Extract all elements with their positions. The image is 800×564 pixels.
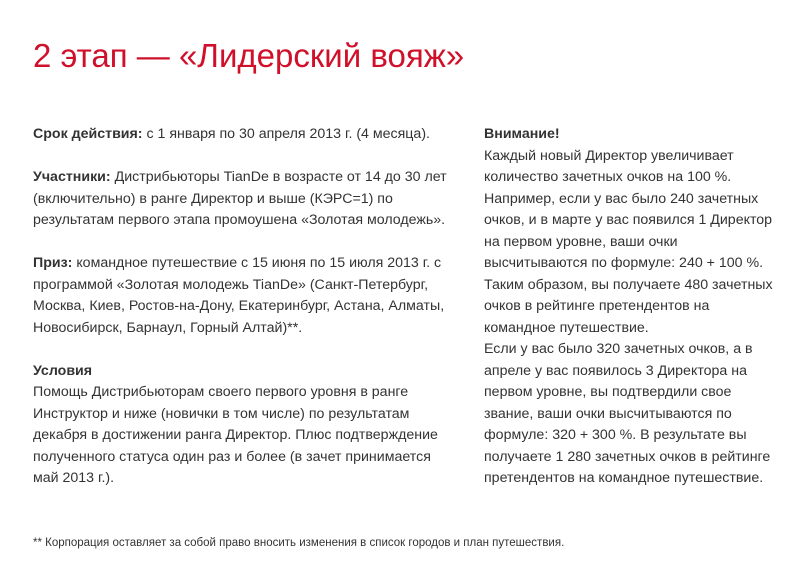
prize-text: командное путешествие с 15 июня по 15 июля 2013 г. с программой «Золотая молодежь TianDe» (Санкт-Петербург, Москва, Киев, Ростов-на-Дону, Екатеринбург, Астана, Алматы, Новосибирск, Барнаул, Горный Алтай)**. <box>33 255 445 336</box>
prize-block <box>33 253 453 339</box>
right-column <box>484 124 774 490</box>
attention-paragraph-1: Каждый новый Директор увеличивает количество зачетных очков на 100 %. <box>484 147 734 185</box>
period-block <box>33 124 453 146</box>
participants-block <box>33 167 453 232</box>
period-text: с 1 января по 30 апреля 2013 г. (4 месяца). <box>142 126 430 142</box>
page-title: 2 этап — «Лидерский вояж» <box>33 37 465 74</box>
period-label: Срок действия: <box>33 126 143 142</box>
conditions-text: Помощь Дистрибьюторам своего первого уровня в ранге Инструктор и ниже (новички в том числе) по результатам декабря в достижении ранга Директор. Плюс подтверждение полученного статуса один раз и более (в зачет принимается май 2013 г.). <box>33 384 438 486</box>
attention-heading: Внимание! <box>484 126 560 142</box>
participants-text: Дистрибьюторы TianDe в возрасте от 14 до 30 лет (включительно) в ранге Директор и выше (КЭРС=1) по результатам первого этапа промоушена «Золотая молодежь». <box>33 169 447 228</box>
conditions-heading: Условия <box>33 362 93 379</box>
participants-label: Участники: <box>33 169 111 185</box>
attention-paragraph-3: Если у вас было 320 зачетных очков, а в апреле у вас появилось 3 Директора на первом уровне, вы подтвердили свое звание, ваши очки высчитываются по формуле: 320 + 300 %. В результате вы получаете 1 280 зачетных очков в рейтинге претендентов на командное путешествие. <box>484 341 771 486</box>
left-column <box>33 124 453 490</box>
prize-label: Приз: <box>33 255 73 271</box>
conditions-block <box>33 361 453 490</box>
footnote: ** Корпорация оставляет за собой право вносить изменения в список городов и план путешествия. <box>33 537 565 549</box>
attention-paragraph-2: Например, если у вас было 240 зачетных очков, и в марте у вас появился 1 Директор на первом уровне, ваши очки высчитываются по формуле: 240 + 100 %. Таким образом, вы получаете 480 зачетных очков в рейтинге претендентов на командное путешествие. <box>484 190 773 336</box>
